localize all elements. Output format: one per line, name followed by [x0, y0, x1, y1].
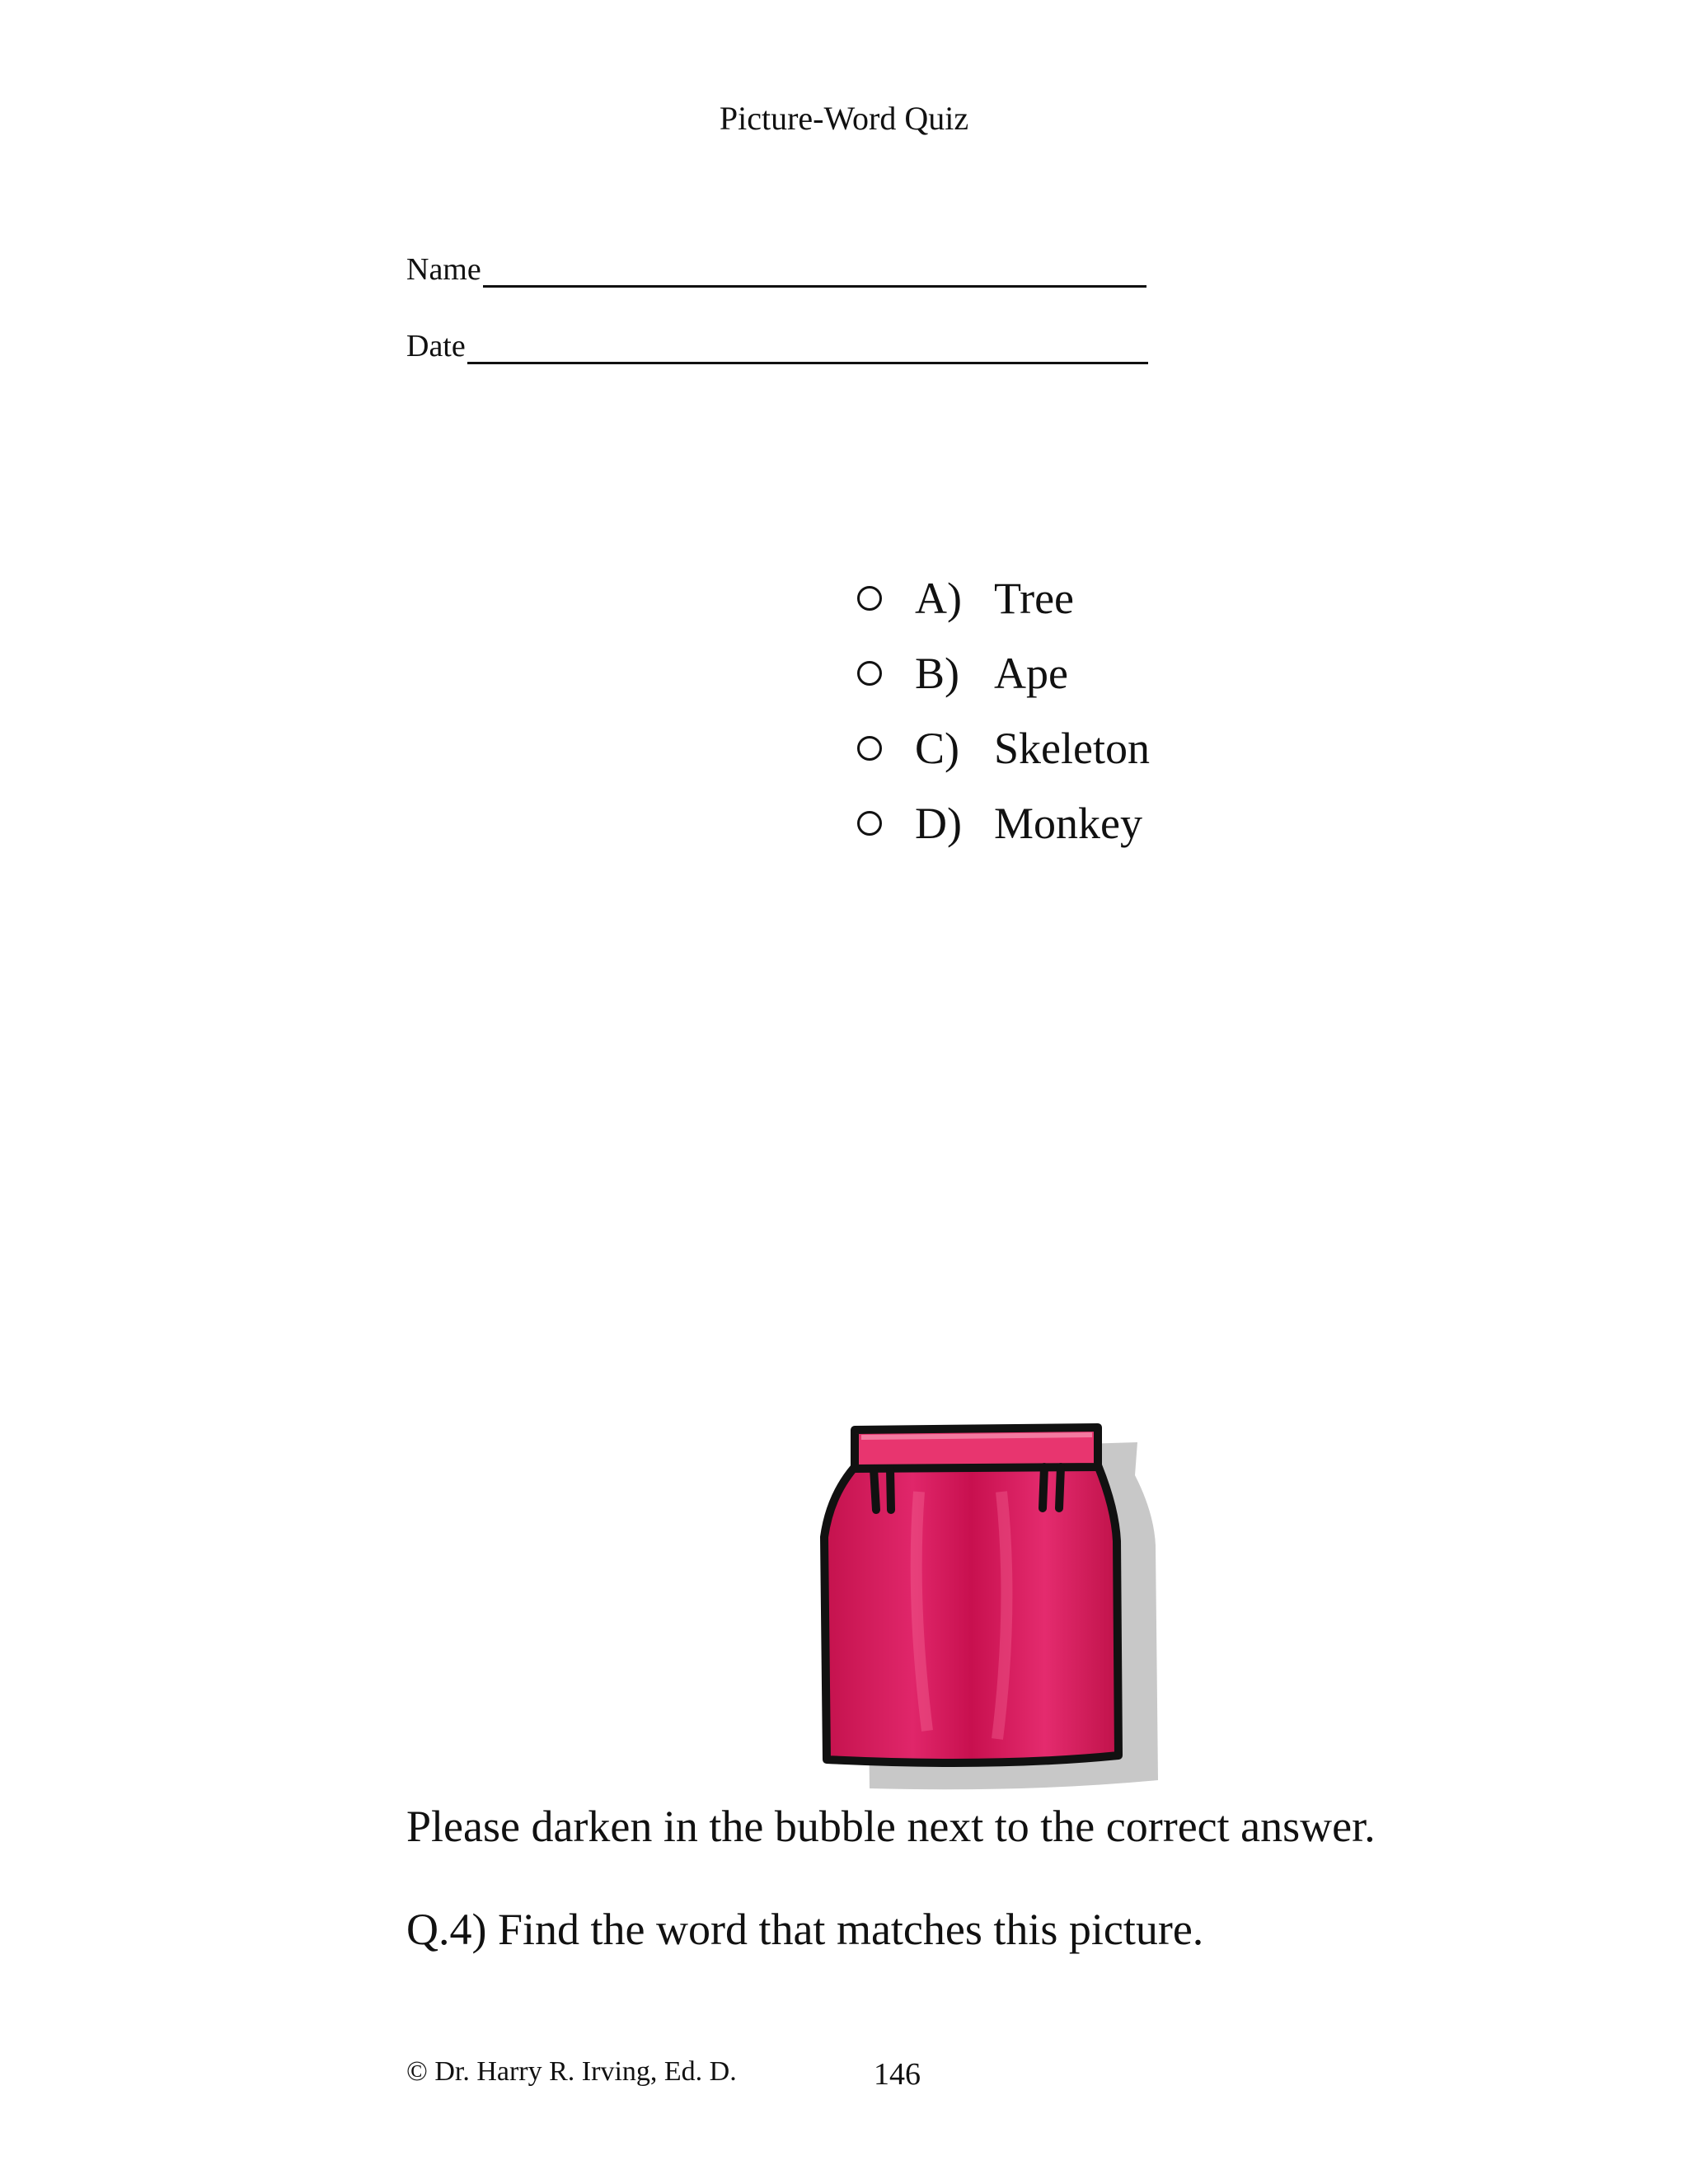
option-word: Tree [994, 573, 1075, 623]
question-text: Q.4) Find the word that matches this picture. [406, 1905, 1204, 1954]
option-word: Ape [994, 648, 1068, 698]
skirt-picture [812, 1418, 1175, 1805]
answer-bubble-b[interactable] [857, 661, 882, 686]
option-letter: A) [915, 573, 962, 623]
answer-bubble-c[interactable] [857, 736, 882, 761]
option-word: Skeleton [994, 723, 1150, 773]
instruction-text: Please darken in the bubble next to the correct answer. [406, 1802, 1376, 1851]
option-word: Monkey [994, 798, 1142, 848]
copyright-notice: © Dr. Harry R. Irving, Ed. D. [406, 2056, 737, 2087]
name-line[interactable] [483, 252, 1146, 288]
option-b[interactable] [857, 635, 1150, 710]
date-field[interactable] [406, 328, 1148, 364]
option-letter: D) [915, 798, 962, 848]
page-title: Picture-Word Quiz [719, 100, 969, 137]
date-line[interactable] [467, 329, 1148, 364]
option-c[interactable] [857, 710, 1150, 785]
answer-bubble-d[interactable] [857, 811, 882, 836]
option-a[interactable] [857, 560, 1150, 635]
option-letter: C) [915, 723, 959, 773]
name-label: Name [406, 252, 481, 287]
name-field[interactable] [406, 251, 1146, 288]
answer-bubble-a[interactable] [857, 586, 882, 611]
date-label: Date [406, 329, 466, 363]
page-number: 146 [874, 2057, 921, 2092]
answer-options [857, 560, 1150, 860]
skirt-icon [812, 1418, 1175, 1805]
option-d[interactable] [857, 785, 1150, 860]
option-letter: B) [915, 648, 959, 698]
